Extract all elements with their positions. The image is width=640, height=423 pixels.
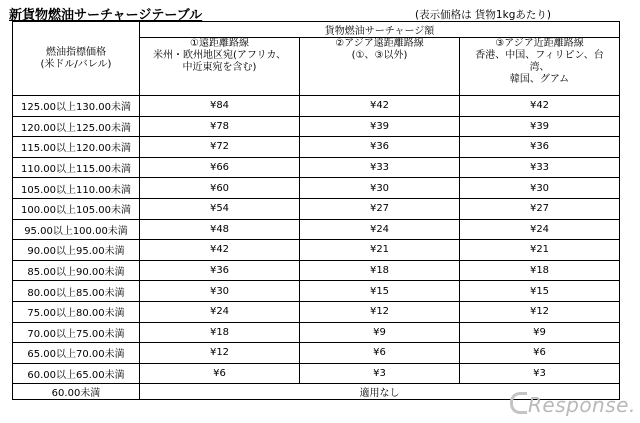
last-row-value: 適用なし — [140, 384, 620, 400]
row-range: 105.00以上110.00未満 — [13, 178, 140, 199]
zone3-value: ¥30 — [460, 178, 620, 199]
zone1-value: ¥72 — [140, 137, 300, 158]
row-range: 80.00以上85.00未満 — [13, 281, 140, 302]
table-row — [13, 178, 620, 199]
zone3-value: ¥9 — [460, 322, 620, 343]
table-row — [13, 219, 620, 240]
row-range: 110.00以上115.00未満 — [13, 157, 140, 178]
table-row — [13, 343, 620, 364]
zone2-value: ¥30 — [300, 178, 460, 199]
row-range: 90.00以上95.00未満 — [13, 240, 140, 261]
zone2-value: ¥15 — [300, 281, 460, 302]
zone3-value: ¥6 — [460, 343, 620, 364]
row-range: 85.00以上90.00未満 — [13, 260, 140, 281]
table-row — [13, 137, 620, 158]
zone2-header: ②アジア遠距離路線 (①、③以外) — [300, 38, 460, 96]
row-range: 75.00以上80.00未満 — [13, 301, 140, 322]
zone3-value: ¥39 — [460, 116, 620, 137]
zone2-value: ¥36 — [300, 137, 460, 158]
zone1-value: ¥24 — [140, 301, 300, 322]
zone1-value: ¥18 — [140, 322, 300, 343]
zone2-value: ¥39 — [300, 116, 460, 137]
zone1-value: ¥66 — [140, 157, 300, 178]
zone1-value: ¥30 — [140, 281, 300, 302]
zone2-value: ¥33 — [300, 157, 460, 178]
table-row — [13, 301, 620, 322]
zone3-value: ¥42 — [460, 96, 620, 117]
zone3-value: ¥27 — [460, 198, 620, 219]
zone3-header: ③アジア近距離路線 香港、中国、フィリピン、台 湾、 韓国、グアム — [460, 38, 620, 96]
row-range: 65.00以上70.00未満 — [13, 343, 140, 364]
zone3-value: ¥36 — [460, 137, 620, 158]
watermark-logo: Response. — [510, 392, 636, 417]
row-range: 95.00以上100.00未満 — [13, 219, 140, 240]
zone1-header: ①遠距離路線 米州・欧州地区宛(アフリカ、 中近東宛を含む) — [140, 38, 300, 96]
unit-note: (表示価格は 貨物1kgあたり) — [415, 9, 551, 21]
zone2-value: ¥9 — [300, 322, 460, 343]
zone2-value: ¥6 — [300, 343, 460, 364]
zone1-value: ¥48 — [140, 219, 300, 240]
zone1-value: ¥78 — [140, 116, 300, 137]
table-row — [13, 116, 620, 137]
zone2-value: ¥42 — [300, 96, 460, 117]
zone1-value: ¥54 — [140, 198, 300, 219]
zone3-value: ¥15 — [460, 281, 620, 302]
page-title: 新貨物燃油サーチャージテーブル — [9, 8, 203, 23]
table-row — [13, 96, 620, 117]
table-row — [13, 363, 620, 384]
zone2-value: ¥24 — [300, 219, 460, 240]
index-price-header: 燃油指標価格 (米ドル/バレル) — [13, 22, 140, 96]
table-row — [13, 260, 620, 281]
zone1-value: ¥60 — [140, 178, 300, 199]
zone3-value: ¥33 — [460, 157, 620, 178]
surcharge-table — [12, 21, 620, 400]
response-logo-icon — [510, 392, 527, 414]
row-range: 60.00以上65.00未満 — [13, 363, 140, 384]
zone2-value: ¥27 — [300, 198, 460, 219]
row-range: 115.00以上120.00未満 — [13, 137, 140, 158]
zone3-value: ¥24 — [460, 219, 620, 240]
table-row — [13, 281, 620, 302]
surcharge-rows — [13, 96, 620, 384]
zone1-value: ¥42 — [140, 240, 300, 261]
surcharge-group-header: 貨物燃油サーチャージ額 — [140, 22, 620, 38]
zone1-value: ¥6 — [140, 363, 300, 384]
last-row-range: 60.00未満 — [13, 384, 140, 400]
row-range: 100.00以上105.00未満 — [13, 198, 140, 219]
zone2-value: ¥21 — [300, 240, 460, 261]
zone2-value: ¥3 — [300, 363, 460, 384]
table-row — [13, 198, 620, 219]
zone3-value: ¥21 — [460, 240, 620, 261]
zone2-value: ¥12 — [300, 301, 460, 322]
zone3-value: ¥3 — [460, 363, 620, 384]
zone1-value: ¥12 — [140, 343, 300, 364]
zone2-value: ¥18 — [300, 260, 460, 281]
zone3-value: ¥18 — [460, 260, 620, 281]
zone1-value: ¥84 — [140, 96, 300, 117]
row-range: 120.00以上125.00未満 — [13, 116, 140, 137]
table-row — [13, 322, 620, 343]
zone3-value: ¥12 — [460, 301, 620, 322]
table-row — [13, 240, 620, 261]
zone1-value: ¥36 — [140, 260, 300, 281]
table-row — [13, 157, 620, 178]
row-range: 125.00以上130.00未満 — [13, 96, 140, 117]
row-range: 70.00以上75.00未満 — [13, 322, 140, 343]
